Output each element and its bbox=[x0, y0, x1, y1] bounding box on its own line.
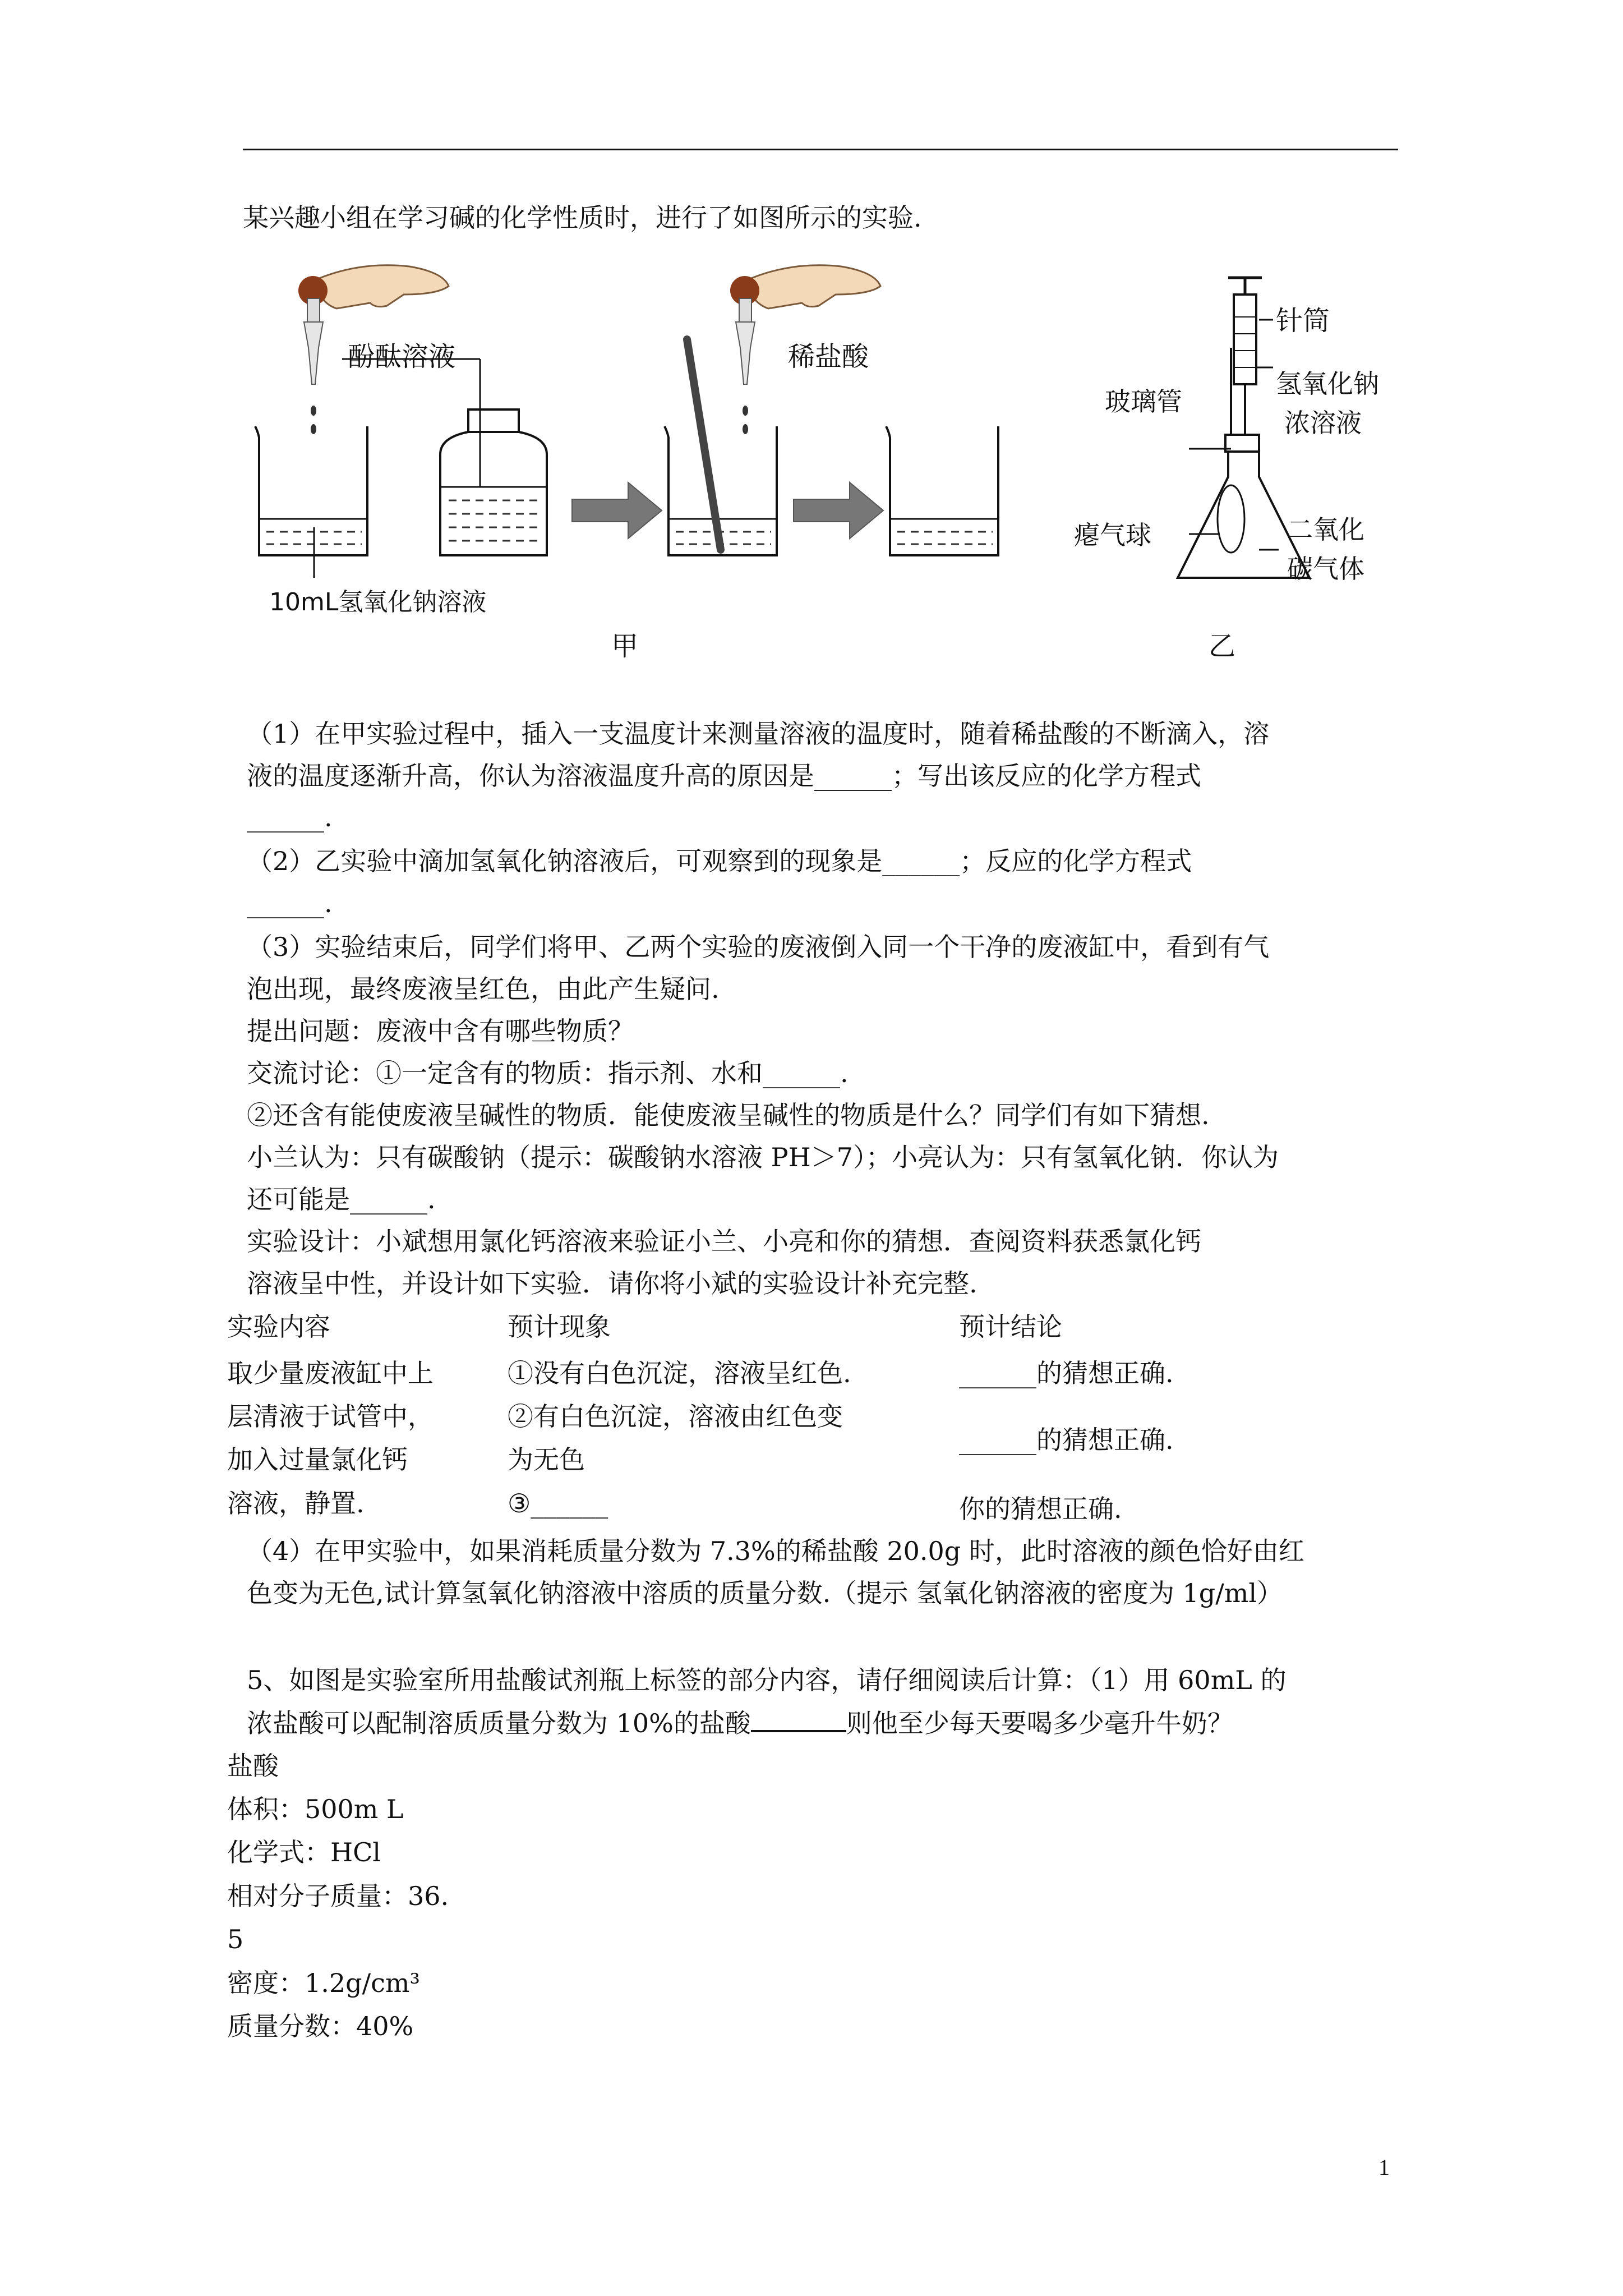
label-naoh-conc-2: 浓溶液 bbox=[1284, 408, 1362, 438]
caption-jia: 甲 bbox=[611, 631, 639, 662]
q3-line7: 还可能是______. bbox=[247, 1184, 436, 1214]
label-phenolphthalein: 酚酞溶液 bbox=[348, 341, 456, 372]
table-phenomenon: 为无色 bbox=[508, 1444, 585, 1475]
label-volume: 体积：500m L bbox=[227, 1794, 404, 1824]
experiment-figure bbox=[224, 264, 1481, 679]
table-conclusion: ______的猜想正确. bbox=[959, 1358, 1174, 1388]
q3-line1: （3）实验结束后，同学们将甲、乙两个实验的废液倒入同一个干净的废液缸中，看到有气 bbox=[247, 932, 1270, 962]
arrow-2 bbox=[794, 482, 883, 539]
table-conclusion: 你的猜想正确. bbox=[959, 1494, 1122, 1524]
q1-line3: ______. bbox=[247, 802, 333, 832]
q1-line1: （1）在甲实验过程中，插入一支温度计来测量溶液的温度时，随着稀盐酸的不断滴入，溶 bbox=[247, 719, 1270, 749]
arrow-1 bbox=[572, 482, 662, 539]
caption-yi: 乙 bbox=[1209, 631, 1236, 662]
label-mw-2: 5 bbox=[227, 1924, 244, 1954]
q3-line9: 溶液呈中性，并设计如下实验．请你将小斌的实验设计补充完整. bbox=[247, 1268, 978, 1299]
table-content-line: 层清液于试管中， bbox=[227, 1401, 434, 1432]
table-content-line: 加入过量氯化钙 bbox=[227, 1444, 408, 1475]
q3-line4: 交流讨论：①一定含有的物质：指示剂、水和______. bbox=[247, 1058, 849, 1088]
q2-line2: ______. bbox=[247, 888, 333, 918]
table-phenomenon: ①没有白色沉淀，溶液呈红色. bbox=[508, 1358, 851, 1388]
table-phenomenon: ③______ bbox=[508, 1488, 608, 1519]
answer-blank bbox=[751, 1705, 846, 1732]
label-name: 盐酸 bbox=[227, 1751, 279, 1781]
table-content-line: 溶液，静置. bbox=[227, 1488, 365, 1519]
beaker-middle bbox=[665, 339, 777, 555]
reagent-bottle bbox=[342, 359, 547, 555]
q5-line1: 5、如图是实验室所用盐酸试剂瓶上标签的部分内容，请仔细阅读后计算：（1）用 60mL 的 bbox=[247, 1665, 1287, 1695]
table-header-content: 实验内容 bbox=[227, 1312, 330, 1342]
label-mw-1: 相对分子质量：36. bbox=[227, 1881, 449, 1911]
beaker-right bbox=[886, 426, 998, 555]
page-number: 1 bbox=[1378, 2155, 1390, 2180]
label-co2-2: 碳气体 bbox=[1287, 554, 1364, 584]
intro-text: 某兴趣小组在学习碱的化学性质时，进行了如图所示的实验. bbox=[243, 203, 922, 233]
label-hcl: 稀盐酸 bbox=[788, 341, 869, 372]
label-naoh-10ml: 10mL氢氧化钠溶液 bbox=[269, 588, 487, 616]
q5-line2-part2: 则他至少每天要喝多少毫升牛奶？ bbox=[846, 1708, 1233, 1738]
q3-line3: 提出问题：废液中含有哪些物质？ bbox=[247, 1016, 634, 1046]
label-syringe: 针筒 bbox=[1276, 305, 1330, 337]
table-phenomenon: ②有白色沉淀，溶液由红色变 bbox=[508, 1401, 843, 1432]
label-balloon: 瘪气球 bbox=[1074, 520, 1151, 550]
label-naoh-conc-1: 氢氧化钠 bbox=[1276, 369, 1379, 399]
table-header-conclusion: 预计结论 bbox=[959, 1312, 1062, 1342]
q4-line2: 色变为无色,试计算氢氧化钠溶液中溶质的质量分数.（提示 氢氧化钠溶液的密度为 1g/ml） bbox=[247, 1578, 1283, 1608]
q3-line2: 泡出现，最终废液呈红色，由此产生疑问. bbox=[247, 974, 720, 1004]
label-glass-tube: 玻璃管 bbox=[1105, 386, 1182, 417]
beaker-naoh bbox=[255, 426, 367, 578]
q3-line5: ②还含有能使废液呈碱性的物质．能使废液呈碱性的物质是什么？同学们有如下猜想. bbox=[247, 1100, 1210, 1130]
header-rule bbox=[243, 149, 1398, 150]
q1-line2: 液的温度逐渐升高，你认为溶液温度升高的原因是______；写出该反应的化学方程式 bbox=[247, 761, 1201, 791]
table-content-line: 取少量废液缸中上 bbox=[227, 1358, 434, 1388]
table-conclusion: ______的猜想正确. bbox=[959, 1425, 1174, 1455]
q5-line2-part1: 浓盐酸可以配制溶质质量分数为 10%的盐酸 bbox=[247, 1708, 751, 1738]
q3-line8: 实验设计：小斌想用氯化钙溶液来验证小兰、小亮和你的猜想．查阅资料获悉氯化钙 bbox=[247, 1226, 1201, 1257]
label-density: 密度：1.2g/cm³ bbox=[227, 1968, 420, 1998]
table-header-phenomenon: 预计现象 bbox=[508, 1312, 611, 1342]
q5-line2 bbox=[247, 1705, 1233, 1740]
label-co2-1: 二氧化 bbox=[1287, 514, 1364, 545]
label-formula: 化学式：HCl bbox=[227, 1837, 381, 1867]
q2-line1: （2）乙实验中滴加氢氧化钠溶液后，可观察到的现象是______；反应的化学方程式 bbox=[247, 846, 1192, 876]
label-mass-fraction: 质量分数：40% bbox=[227, 2011, 414, 2041]
q4-line1: （4）在甲实验中，如果消耗质量分数为 7.3%的稀盐酸 20.0g 时，此时溶液的颜色恰好由红 bbox=[247, 1536, 1304, 1566]
q3-line6: 小兰认为：只有碳酸钠（提示：碳酸钠水溶液 PH＞7）；小亮认为：只有氢氧化钠．你认为 bbox=[247, 1142, 1279, 1172]
